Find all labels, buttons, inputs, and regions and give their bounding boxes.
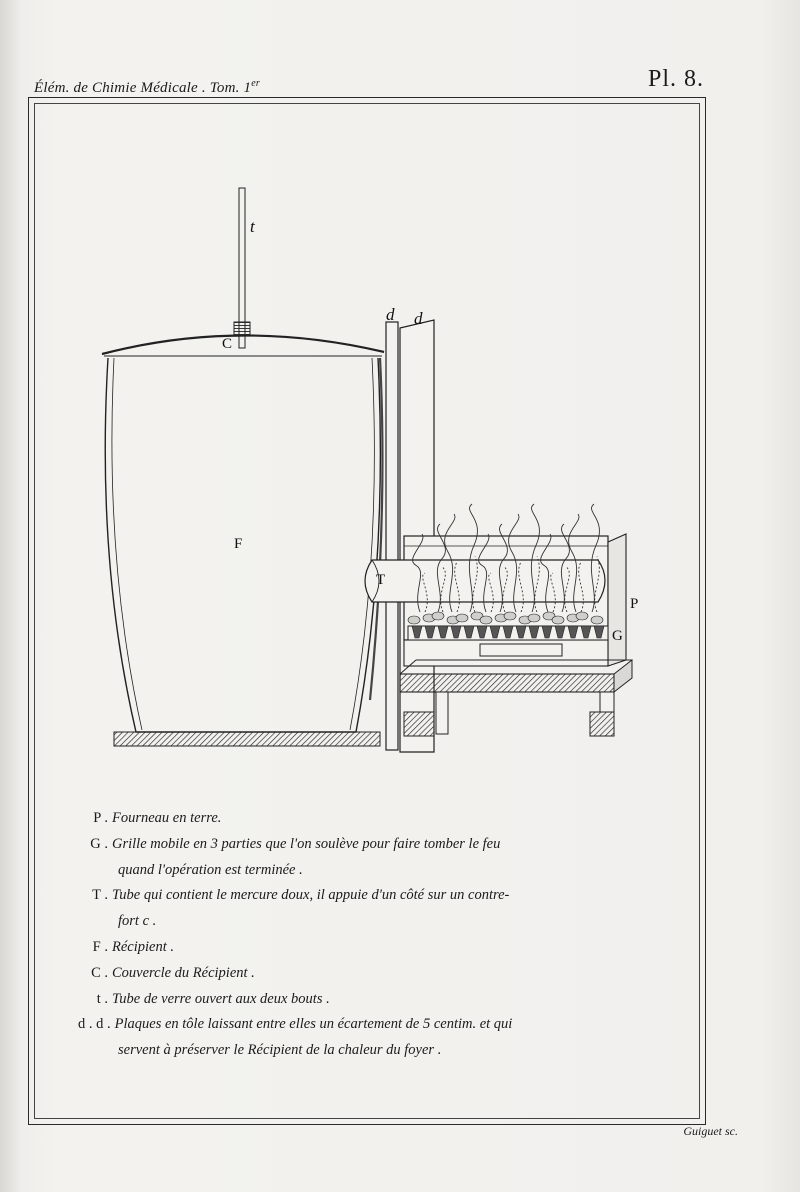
legend-text: Fourneau en terre. [112, 810, 222, 826]
coal-lump [528, 614, 540, 622]
coal-lump [480, 616, 492, 624]
legend-text: Tube qui contient le mercure doux, il appuie d'un côté sur un contre- [112, 887, 510, 904]
label-P: P [630, 596, 639, 612]
legend-key: G . [90, 835, 108, 852]
legend-text: Grille mobile en 3 parties que l'on soulève pour faire tomber le feu [112, 835, 501, 852]
legend [78, 806, 658, 1064]
legend-key: T . [92, 887, 108, 904]
legend-item [78, 987, 658, 1013]
recipient-vessel [105, 358, 382, 746]
legend-item [78, 1012, 658, 1038]
book-title-sup: er [251, 78, 260, 89]
coal-lump [552, 616, 564, 624]
legend-text: Plaques en tôle laissant entre elles un écartement de 5 centim. et qui [114, 1016, 513, 1033]
legend-item [78, 806, 658, 832]
legend-item [78, 961, 658, 987]
book-title-text: Élém. de Chimie Médicale . Tom. 1 [34, 80, 252, 96]
legend-key: C . [91, 964, 108, 981]
legend-text-continued: servent à préserver le Récipient de la chaleur du foyer . [118, 1042, 442, 1059]
legend-key: F . [92, 938, 108, 955]
legend-item [78, 935, 658, 961]
legend-key: d . d . [78, 1016, 111, 1033]
plate-number: Pl. 8. [647, 66, 704, 92]
coal-lump [408, 616, 420, 624]
mercury-tube [365, 560, 605, 602]
label-d1: d [386, 305, 395, 324]
legend-text-continued: fort c . [118, 913, 157, 930]
label-F: F [234, 536, 243, 552]
legend-item [78, 832, 658, 858]
coal-lump [591, 616, 603, 624]
coal-lump [504, 612, 516, 620]
coal-lump [576, 612, 588, 620]
legend-text: Tube de verre ouvert aux deux bouts . [112, 990, 330, 1007]
label-G: G [612, 628, 623, 644]
coal-lump [456, 614, 468, 622]
label-d2: d [414, 309, 423, 328]
legend-text: Couvercle du Récipient . [112, 964, 255, 981]
label-C: C [222, 336, 233, 352]
movable-grate [408, 612, 608, 640]
legend-text: Récipient . [112, 938, 175, 955]
engraver-signature: Guiguet sc. [683, 1124, 738, 1138]
label-T: T [376, 572, 386, 588]
legend-text-continued: quand l'opération est terminée . [118, 861, 303, 878]
coal-lump [432, 612, 444, 620]
legend-key: P . [93, 810, 108, 826]
legend-item [78, 883, 658, 909]
legend-key: t . [96, 990, 108, 1007]
label-t: t [250, 217, 255, 236]
